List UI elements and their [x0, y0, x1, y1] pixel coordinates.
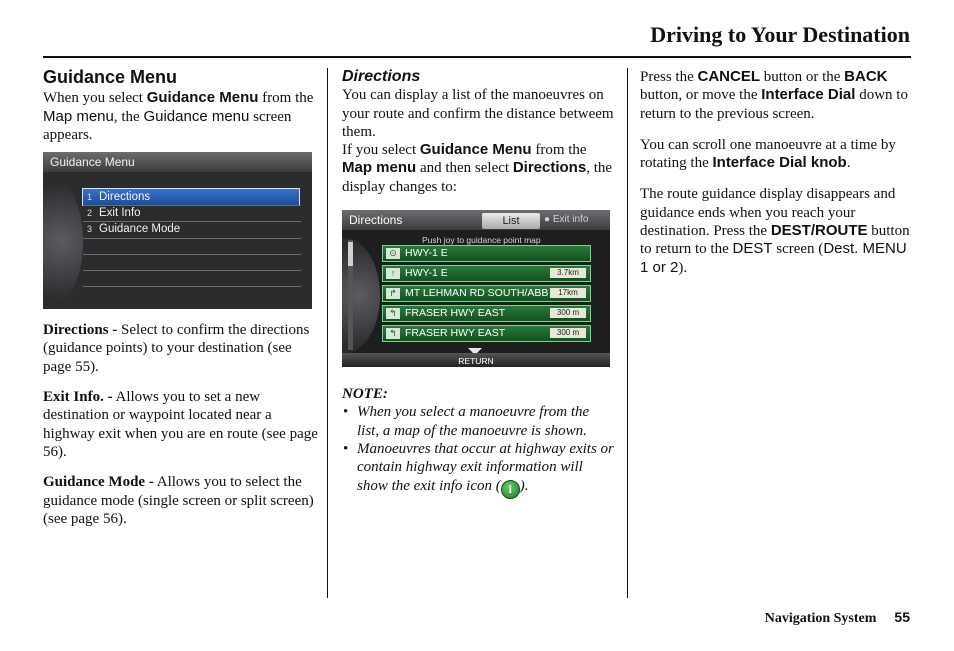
text: , the display changes to: [342, 160, 613, 195]
screen-title: Directions [349, 213, 403, 228]
column-1 [43, 68, 318, 528]
row-label: HWY-1 E [405, 247, 448, 260]
definition-exit-info [43, 388, 318, 461]
row-distance: 3.7km [550, 268, 586, 278]
section-heading: Guidance Menu [43, 67, 178, 87]
text: from the [258, 90, 314, 107]
text: and then select [416, 160, 513, 177]
paragraph [640, 185, 912, 276]
direction-row[interactable] [382, 285, 591, 302]
footer-label: Navigation System [764, 611, 877, 626]
turn-left-icon: ↰ [386, 328, 400, 339]
column-3 [640, 68, 912, 277]
text: screen appears. [43, 108, 292, 143]
row-distance: 300 m [550, 308, 586, 318]
paragraph: You can display a list of the manoeuvres on your route and confirm the distance betweem them. [342, 87, 614, 140]
note-text: ). [519, 477, 529, 494]
term: CANCEL [697, 68, 760, 85]
text: button or the [760, 69, 845, 85]
text: The route guidance display disappears and guidance ends when you reach your destination. Press the [640, 186, 896, 240]
tab-label: Exit info [552, 214, 589, 226]
text: ). [678, 259, 688, 276]
row-distance: 17km [550, 288, 586, 298]
hint-text: Push joy to guidance point map [422, 235, 541, 246]
item-number: 2 [87, 208, 93, 219]
direction-row[interactable] [382, 265, 591, 282]
destination-icon: ⊙ [386, 248, 400, 259]
note-text: Manoeuvres that occur at highway exits or contain highway exit information will show the exit info icon ( [357, 440, 614, 494]
divider [83, 254, 301, 255]
item-number: 1 [87, 192, 93, 203]
intro-paragraph [43, 89, 318, 144]
text: Press the [640, 69, 698, 85]
directions-screenshot [342, 210, 610, 367]
def-term: Guidance Mode - [43, 474, 154, 491]
paragraph [640, 136, 912, 173]
note-item: • When you select a manoeuvre from the list, a map of the manoeuvre is shown. [357, 403, 614, 440]
term: Directions [512, 159, 587, 177]
page-number: 55 [894, 609, 910, 625]
header-rule [43, 56, 911, 58]
paragraph [640, 68, 912, 123]
item-number: 3 [87, 224, 93, 235]
item-label: Directions [99, 191, 151, 204]
term: Guidance Menu [419, 141, 532, 159]
column-divider-2 [627, 68, 628, 598]
text: from the [531, 142, 587, 159]
menu-item-guidance-mode[interactable] [83, 221, 299, 237]
text: down to return to the previous screen. [640, 87, 908, 122]
term: Guidance menu [143, 107, 250, 125]
menu-item-exit-info[interactable] [83, 205, 299, 221]
screen-titlebar [342, 210, 610, 230]
info-icon: ● [544, 214, 551, 226]
divider [83, 286, 301, 287]
text: When you select [43, 90, 147, 107]
def-text: Allows you to select the guidance mode (single screen or split screen) (see page 56). [43, 474, 314, 527]
text: , the [113, 108, 144, 125]
menu-item-directions[interactable] [82, 188, 300, 206]
row-label: FRASER HWY EAST [405, 307, 506, 320]
def-text: Select to confirm the directions (guidance points) to your destination (see page 55). [43, 322, 310, 375]
term: Dest. MENU 1 or 2 [640, 240, 907, 276]
column-2 [342, 68, 614, 499]
note-item [357, 440, 614, 499]
term: Interface Dial knob [712, 154, 847, 172]
page-header-title: Driving to Your Destination [650, 22, 910, 47]
note-title: NOTE: [342, 386, 388, 403]
direction-row[interactable] [382, 305, 591, 322]
term: Interface Dial [761, 86, 856, 104]
term: Guidance Menu [146, 89, 259, 107]
scrollbar-thumb[interactable] [348, 242, 353, 266]
subheading: Directions [342, 68, 421, 85]
divider [83, 238, 301, 239]
item-label: Guidance Mode [99, 223, 181, 236]
text: You can scroll one manoeuvre at a time by rotating the [640, 136, 896, 172]
row-label: MT LEHMAN RD SOUTH/ABB [405, 287, 549, 300]
row-label: FRASER HWY EAST [405, 327, 506, 340]
tab-exit-info[interactable] [544, 210, 588, 230]
term: BACK [844, 68, 888, 85]
turn-left-icon: ↰ [386, 308, 400, 319]
direction-row[interactable] [382, 325, 591, 342]
item-label: Exit Info [99, 207, 141, 220]
column-divider-1 [327, 68, 328, 598]
text: If you select [342, 142, 420, 159]
text: . [846, 155, 851, 172]
row-distance: 300 m [550, 328, 586, 338]
def-term: Directions - [43, 322, 118, 339]
term: Map menu [342, 159, 417, 177]
direction-row[interactable] [382, 245, 591, 262]
def-term: Exit Info. - [43, 389, 113, 406]
exit-info-icon: i [501, 480, 520, 499]
screen-title: Guidance Menu [43, 152, 312, 172]
return-button[interactable]: RETURN [342, 353, 610, 367]
def-text: Allows you to set a new destination or waypoint located near a highway exit when you are en route (see page 56). [43, 389, 318, 460]
note-list [342, 403, 614, 498]
definition-guidance-mode [43, 473, 318, 528]
term: DEST/ROUTE [770, 222, 868, 240]
text: button, or move the [640, 87, 762, 104]
divider [83, 270, 301, 271]
paragraph [342, 141, 614, 196]
tab-list[interactable]: List [482, 213, 540, 229]
turn-right-icon: ↱ [386, 288, 400, 299]
dial-graphic [43, 174, 83, 309]
guidance-menu-screenshot [43, 152, 312, 309]
term: Map menu [43, 107, 114, 125]
text: button to return to the [640, 223, 910, 258]
row-label: HWY-1 E [405, 267, 448, 280]
term: DEST [732, 240, 773, 258]
text: screen ( [772, 241, 824, 258]
straight-arrow-icon: ↑ [386, 268, 400, 279]
definition-directions [43, 321, 318, 376]
page-footer [765, 609, 910, 627]
